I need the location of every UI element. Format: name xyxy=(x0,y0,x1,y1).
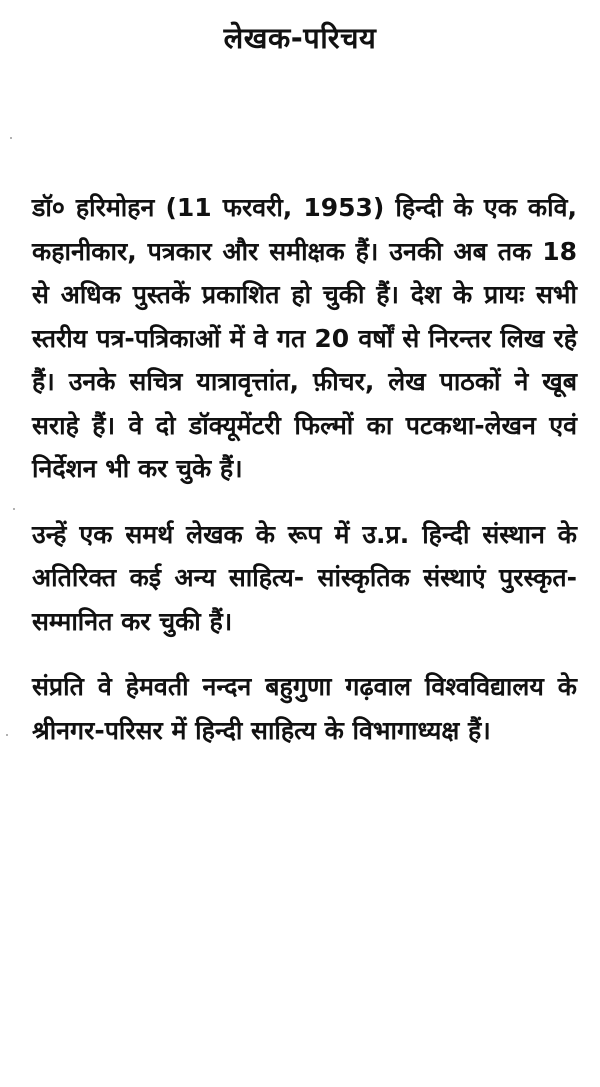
bio-paragraph-1: डॉ० हरिमोहन (11 फरवरी, 1953) हिन्दी के एक कवि, कहानीकार, पत्रकार और समीक्षक हैं। उनकी अब तक 18 से अधिक पुस्तकें प्रकाशित हो चुकी हैं। देश के प्रायः सभी स्तरीय पत्र-पत्रिकाओं में वे गत 20 वर्षों से निरन्तर लिख रहे हैं। उनके सचित्र यात्रावृत्तांत, फ़ीचर, लेख पाठकों ने खूब सराहे हैं। वे दो डॉक्यूमेंटरी फिल्मों का पटकथा-लेखन एवं निर्देशन भी कर चुके हैं। xyxy=(32,193,577,483)
scan-speck xyxy=(6,734,8,736)
page-title: लेखक-परिचय xyxy=(223,21,377,55)
scan-speck xyxy=(13,508,15,510)
scan-speck xyxy=(10,137,12,139)
bio-paragraph-3: संप्रति वे हेमवती नन्दन बहुगुणा गढ़वाल विश्वविद्यालय के श्रीनगर-परिसर में हिन्दी साहित्य के विभागाध्यक्ष हैं। xyxy=(32,672,577,745)
author-bio xyxy=(32,186,577,752)
bio-paragraph-2: उन्हें एक समर्थ लेखक के रूप में उ.प्र. हिन्दी संस्थान के अतिरिक्त कई अन्य साहित्य- सांस्कृतिक संस्थाएं पुरस्कृत-सम्मानित कर चुकी हैं। xyxy=(32,519,577,636)
